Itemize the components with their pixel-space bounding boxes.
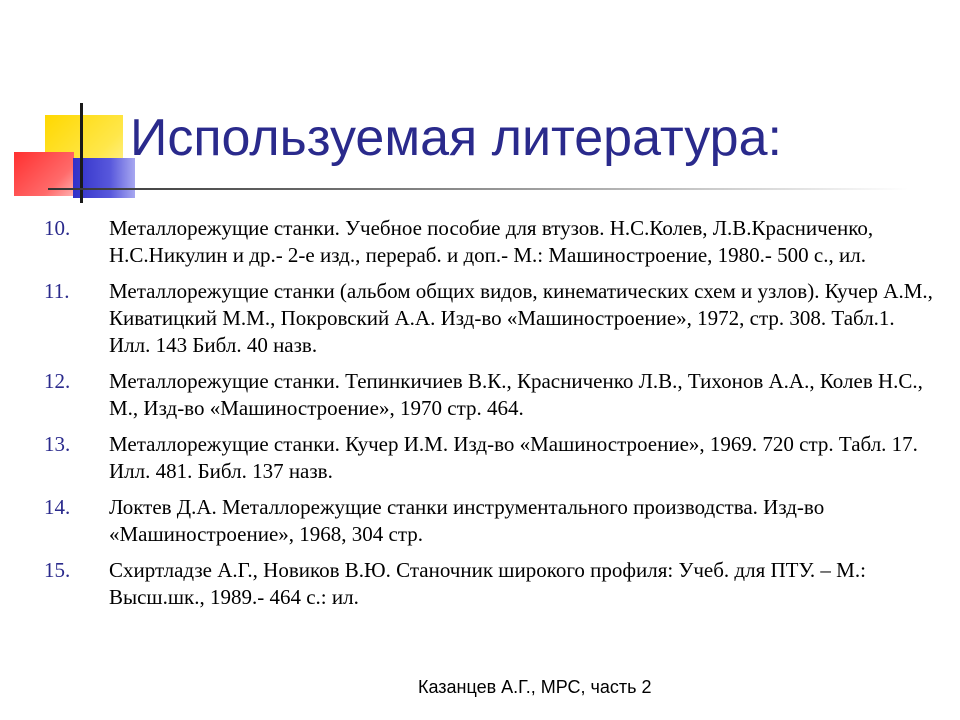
slide-title: Используемая литература: xyxy=(130,109,782,167)
reference-item xyxy=(44,557,939,611)
reference-text: Металлорежущие станки. Учебное пособие для втузов. Н.С.Колев, Л.В.Красниченко, Н.С.Никулин и др.- 2-е изд., перераб. и доп.- М.: Машиностроение, 1980.- 500 с., ил. xyxy=(109,216,874,267)
reference-text: Металлорежущие станки. Тепинкичиев В.К., Красниченко Л.В., Тихонов А.А., Колев Н.С., М., Изд-во «Машиностроение», 1970 стр. 464. xyxy=(109,369,923,420)
reference-item xyxy=(44,278,939,359)
reference-item xyxy=(44,215,939,269)
reference-number: 13. xyxy=(44,432,71,456)
reference-number: 14. xyxy=(44,495,71,519)
slide-footer: Казанцев А.Г., МРС, часть 2 xyxy=(418,677,652,697)
reference-number: 12. xyxy=(44,369,71,393)
reference-text: Металлорежущие станки. Кучер И.М. Изд-во «Машиностроение», 1969. 720 стр. Табл. 17. Илл. 481. Библ. 137 назв. xyxy=(109,432,918,483)
reference-number: 15. xyxy=(44,558,71,582)
reference-list xyxy=(44,215,939,620)
reference-item xyxy=(44,494,939,548)
reference-text: Локтев Д.А. Металлорежущие станки инструментального производства. Изд-во «Машиностроение», 1968, 304 стр. xyxy=(109,495,825,546)
reference-item xyxy=(44,431,939,485)
reference-text: Схиртладзе А.Г., Новиков В.Ю. Станочник широкого профиля: Учеб. для ПТУ. – М.: Высш.шк., 1989.- 464 с.: ил. xyxy=(109,558,866,609)
reference-item xyxy=(44,368,939,422)
reference-number: 11. xyxy=(44,279,70,303)
reference-number: 10. xyxy=(44,216,71,240)
title-underline xyxy=(48,188,908,190)
reference-text: Металлорежущие станки (альбом общих видов, кинематических схем и узлов). Кучер А.М., Киватицкий М.М., Покровский А.А. Изд-во «Машиностроение», 1972, стр. 308. Табл.1. Илл. 143 Библ. 40 назв. xyxy=(109,279,933,357)
